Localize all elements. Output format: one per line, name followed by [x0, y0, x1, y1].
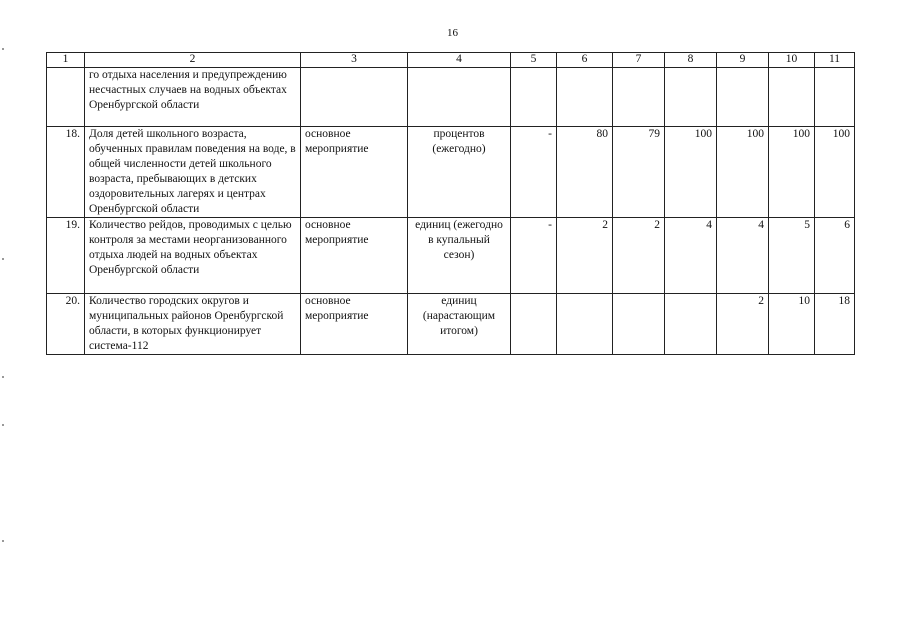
row-number: 20.: [47, 294, 85, 355]
value-cell: [511, 68, 557, 127]
value-cell: -: [511, 218, 557, 294]
value-cell: 2: [717, 294, 769, 355]
value-cell: [557, 68, 613, 127]
column-number: 11: [815, 53, 855, 68]
value-cell: [557, 294, 613, 355]
value-cell: [717, 68, 769, 127]
column-number: 2: [85, 53, 301, 68]
scan-speck: [2, 540, 4, 542]
indicator-name: Количество городских округов и муниципальных районов Оренбургской области, в которых функционирует система-112: [85, 294, 301, 355]
value-cell: 2: [557, 218, 613, 294]
table-row: [47, 218, 855, 294]
column-number: 4: [408, 53, 511, 68]
value-cell: 100: [665, 127, 717, 218]
column-number: 8: [665, 53, 717, 68]
indicator-name: Доля детей школьного возраста, обученных правилам поведения на воде, в общей численности детей школьного возраста, пребывающих в детских оздоровительных лагерях и центрах Оренбургской области: [85, 127, 301, 218]
table-row: [47, 127, 855, 218]
column-number: 9: [717, 53, 769, 68]
value-cell: [665, 68, 717, 127]
indicators-table: [46, 52, 855, 355]
value-cell: 100: [769, 127, 815, 218]
value-cell: [613, 68, 665, 127]
column-number: 10: [769, 53, 815, 68]
indicator-name: Количество рейдов, проводимых с целью контроля за местами неорганизованного отдыха людей на водных объектах Оренбургской области: [85, 218, 301, 294]
column-number: 7: [613, 53, 665, 68]
indicator-name: го отдыха населения и предупреждению несчастных случаев на водных объектах Оренбургской области: [85, 68, 301, 127]
scan-speck: [2, 376, 4, 378]
value-cell: [511, 294, 557, 355]
value-cell: 100: [815, 127, 855, 218]
value-cell: -: [511, 127, 557, 218]
column-number: 1: [47, 53, 85, 68]
column-number: 6: [557, 53, 613, 68]
unit-of-measure: [408, 68, 511, 127]
value-cell: [815, 68, 855, 127]
event-type: основное мероприятие: [301, 127, 408, 218]
value-cell: 2: [613, 218, 665, 294]
value-cell: [613, 294, 665, 355]
scan-speck: [2, 48, 4, 50]
table-row: [47, 294, 855, 355]
unit-of-measure: процентов (ежегодно): [408, 127, 511, 218]
value-cell: 10: [769, 294, 815, 355]
row-number: 19.: [47, 218, 85, 294]
value-cell: 79: [613, 127, 665, 218]
event-type: основное мероприятие: [301, 294, 408, 355]
row-number: [47, 68, 85, 127]
value-cell: [665, 294, 717, 355]
column-number: 5: [511, 53, 557, 68]
scan-speck: [2, 424, 4, 426]
event-type: [301, 68, 408, 127]
row-number: 18.: [47, 127, 85, 218]
column-number-row: [47, 53, 855, 68]
value-cell: [769, 68, 815, 127]
value-cell: 100: [717, 127, 769, 218]
unit-of-measure: единиц (ежегодно в купальный сезон): [408, 218, 511, 294]
scan-speck: [2, 258, 4, 260]
value-cell: 6: [815, 218, 855, 294]
value-cell: 4: [717, 218, 769, 294]
unit-of-measure: единиц (нарастающим итогом): [408, 294, 511, 355]
value-cell: 80: [557, 127, 613, 218]
event-type: основное мероприятие: [301, 218, 408, 294]
page-number: 16: [447, 27, 458, 39]
value-cell: 4: [665, 218, 717, 294]
value-cell: 5: [769, 218, 815, 294]
value-cell: 18: [815, 294, 855, 355]
column-number: 3: [301, 53, 408, 68]
table-row: [47, 68, 855, 127]
